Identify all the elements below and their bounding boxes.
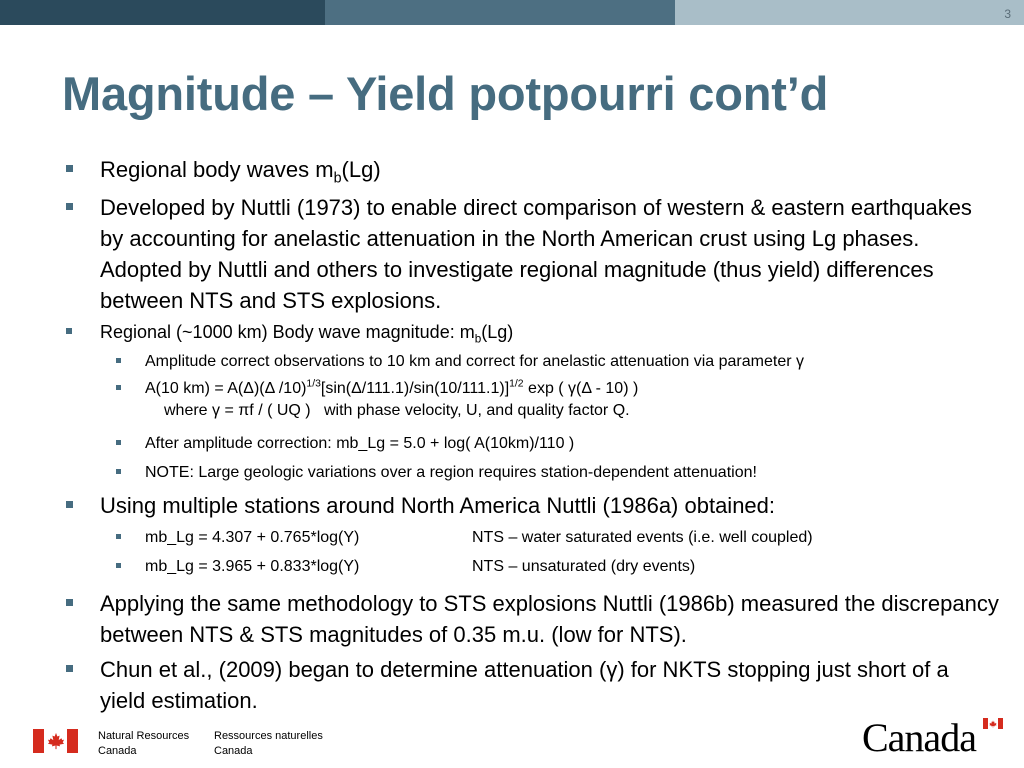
gamma-definition: where γ = πf / ( UQ ) with phase velocity, U, and quality factor Q. (164, 402, 630, 419)
bullet-nuttli-1973: Developed by Nuttli (1973) to enable direct comparison of western & eastern earthquakes by accounting for anelastic attenuation in the North American crust using Lg phases. Adopted by Nuttli and others to investigate regional magnitude (thus yield) differences between NTS and STS explosions. (100, 192, 980, 316)
footer-natural-resources-fr: Ressources naturelles Canada (214, 730, 323, 757)
square-bullet-icon (66, 501, 73, 508)
bullet-sts-explosions: Applying the same methodology to STS explosions Nuttli (1986b) measured the discrepancy between NTS & STS magnitudes of 0.35 m.u. (low for NTS). (100, 588, 1000, 650)
square-bullet-icon (116, 469, 121, 474)
square-bullet-icon (66, 665, 73, 672)
sub-bullet-nts-saturated: mb_Lg = 4.307 + 0.765*log(Y) NTS – water saturated events (i.e. well coupled) (145, 527, 1005, 549)
square-bullet-icon (116, 563, 121, 568)
sub-bullet-amplitude-correct: Amplitude correct observations to 10 km and correct for anelastic attenuation via parameter γ (145, 351, 1005, 373)
canada-wordmark: Canada (862, 715, 976, 760)
maple-leaf-icon (47, 732, 65, 750)
sub-bullet-amplitude-formula: A(10 km) = A(Δ)(Δ $/10)^{1/3}[\sin(\Delta/111.1)/\sin(10/111.1)]^{1/2}$ exp ( γ(Δ - 10) ) where γ = πf / ( UQ ) with phase velocity, U, and quality factor Q. (145, 378, 1005, 422)
square-bullet-icon (116, 534, 121, 539)
page-number: 3 (1004, 7, 1011, 21)
bullet-multiple-stations: Using multiple stations around North America Nuttli (1986a) obtained: (100, 490, 1000, 521)
square-bullet-icon (116, 440, 121, 445)
square-bullet-icon (66, 165, 73, 172)
canada-flag-icon (33, 729, 78, 753)
square-bullet-icon (66, 328, 72, 334)
bullet-chun-2009: Chun et al., (2009) began to determine attenuation (γ) for NKTS stopping just short of a yield estimation. (100, 654, 1000, 716)
slide-title: Magnitude – Yield potpourri cont’d (62, 67, 829, 120)
footer-natural-resources-en: Natural Resources Canada (98, 730, 190, 757)
sub-bullet-note: NOTE: Large geologic variations over a region requires station-dependent attenuation! (145, 462, 1005, 484)
wordmark-flag-icon (983, 718, 1003, 729)
square-bullet-icon (66, 203, 73, 210)
bullet-regional-magnitude: Regional (~1000 km) Body wave magnitude: $m_b(Lg)$ (100, 320, 1000, 344)
square-bullet-icon (116, 358, 121, 363)
bullet-regional-body-waves: Regional body waves $m_b(Lg)$ (100, 154, 1000, 185)
maple-leaf-icon (989, 720, 997, 728)
square-bullet-icon (66, 599, 73, 606)
sub-bullet-nts-unsaturated: mb_Lg = 3.965 + 0.833*log(Y) NTS – unsaturated (dry events) (145, 556, 1005, 578)
sub-bullet-after-correction: After amplitude correction: mb_Lg = 5.0 + log( A(10km)/110 ) (145, 433, 1005, 455)
square-bullet-icon (116, 385, 121, 390)
